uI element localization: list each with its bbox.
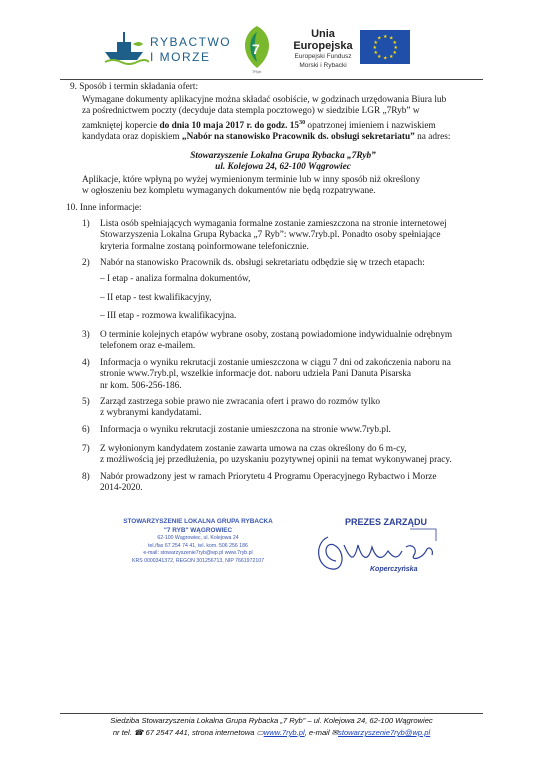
- item-3-line-1: O terminie kolejnych etapów wybrane osoby, zostaną powiadomione indywidualnie odrębnym: [100, 330, 453, 340]
- eu-fund-text: [283, 28, 363, 70]
- item-3-number: 3): [82, 330, 90, 340]
- footer-line-1: Siedziba Stowarzyszenia Lokalna Grupa Rybacka „7 Ryb” – ul. Kolejowa 24, 62-100 Wągrowiec: [110, 716, 433, 725]
- item-7-line-1: Z wyłonionym kandydatem zostanie zawarta umowa na czas określony do 6 m-cy,: [100, 444, 407, 454]
- organization-stamp: [103, 517, 293, 565]
- eu-flag-icon: [360, 30, 410, 64]
- item-5-line-1: Zarząd zastrzega sobie prawo nie zwracania ofert i prawo do rozmów tylko: [100, 397, 381, 407]
- item-6-number: 6): [82, 425, 90, 435]
- item-7-text: [100, 444, 484, 467]
- eu-fund-line2: Morski i Rybacki: [299, 62, 347, 69]
- item-3-text: [100, 330, 484, 353]
- item-2-text: Nabór na stanowisko Pracownik ds. obsługi sekretariatu odbędzie się w trzech etapach:: [100, 258, 425, 268]
- item-8-line-1: Nabór prowadzony jest w ramach Priorytetu 4 Programu Operacyjnego Rybactwo i Morze: [100, 472, 437, 482]
- svg-text:★: ★: [392, 40, 397, 46]
- footer-divider: [60, 713, 483, 714]
- svg-text:★: ★: [373, 40, 378, 46]
- item-1-line-3: kryteria formalne zostaną poinformowane telefonicznie.: [100, 241, 309, 252]
- s9-p2-line-2: w ogłoszeniu bez kompletu wymaganych dokumentów nie będą rozpatrywane.: [82, 186, 376, 197]
- section-10-heading: 10. Inne informacje:: [66, 203, 142, 213]
- logo-text-line2: I MORZE: [150, 50, 211, 64]
- svg-text:★: ★: [377, 54, 382, 60]
- lgr-leaf-icon: [236, 24, 278, 72]
- stamp-line-3: 62-100 Wągrowiec, ul. Kolejowa 24: [157, 535, 239, 541]
- eu-title: Unia Europejska: [293, 28, 353, 52]
- envelope-icon: ✉: [331, 728, 339, 737]
- logo-text-line1: RYBACTWO: [150, 35, 232, 49]
- item-4-line-3: nr kom. 506-256-186.: [100, 380, 182, 391]
- stamp-line-1: STOWARZYSZENIE LOKALNA GRUPA RYBACKA: [123, 518, 273, 525]
- monitor-icon: ▭: [256, 728, 264, 737]
- president-signature-stamp: [310, 515, 450, 581]
- footer-line-2: [60, 728, 483, 737]
- email-link[interactable]: stowarzyszenie7ryb@wp.pl: [338, 728, 431, 737]
- website-link[interactable]: www.7ryb.pl: [263, 728, 305, 737]
- item-6-text: Informacja o wyniku rekrutacji zostanie umieszczona na stronie www.7ryb.pl.: [100, 425, 391, 435]
- stamp-line-2: "7 RYB" WĄGROWIEC: [163, 527, 233, 534]
- footer-email-label: , e-mail: [304, 728, 332, 737]
- eu-fund-line1: Europejski Fundusz: [294, 53, 352, 60]
- svg-text:★: ★: [393, 45, 398, 51]
- item-4-line-1: Informacja o wyniku rekrutacji zostanie umieszczona w ciągu 7 dni od zakończenia naboru na: [100, 358, 451, 368]
- item-1-number: 1): [82, 219, 90, 229]
- s9-line-2: za pośrednictwem poczty (decyduje data stempla pocztowego) w siedzibie LGR „7Ryb” w: [82, 106, 420, 117]
- stage-2: – II etap - test kwalifikacyjny,: [100, 293, 212, 303]
- item-2-number: 2): [82, 258, 90, 268]
- svg-text:★: ★: [389, 54, 394, 60]
- svg-text:★: ★: [383, 55, 388, 62]
- address-block: [82, 151, 484, 174]
- item-8-number: 8): [82, 472, 90, 482]
- svg-text:★: ★: [377, 35, 382, 42]
- section-9-paragraph-2: [82, 175, 484, 198]
- item-4-text: [100, 358, 484, 392]
- item-4-number: 4): [82, 358, 90, 368]
- item-5-text: [100, 397, 484, 420]
- header-divider: [60, 79, 483, 80]
- item-5-line-2: z wybranymi kandydatami.: [100, 408, 202, 419]
- svg-text:★: ★: [373, 50, 378, 56]
- item-7-line-2: z możliwością jej przedłużenia, po uzyskaniu pozytywnej opinii na temat wykonywanej pracy.: [100, 455, 452, 466]
- item-5-number: 5): [82, 397, 90, 407]
- address-line-2: ul. Kolejowa 24, 62-100 Wągrowiec: [215, 162, 351, 173]
- svg-text:★: ★: [389, 35, 394, 42]
- section-9-paragraph-1: [82, 95, 484, 143]
- svg-text:★: ★: [372, 45, 377, 51]
- lgr-7ryb-logo: [236, 24, 278, 72]
- address-line-1: Stowarzyszenie Lokalna Grupa Rybacka „7Ryb”: [190, 151, 376, 161]
- item-1-line-1: Lista osób spełniających wymagania formalne zostanie zamieszczona na stronie internetowej: [100, 219, 447, 229]
- stage-3: – III etap - rozmowa kwalifikacyjna.: [100, 311, 237, 321]
- item-4-line-2: stronie www.7ryb.pl, wszelkie informacje dot. naboru udziela Pani Danuta Pisarska: [100, 369, 412, 380]
- stage-1: – I etap - analiza formalna dokumentów,: [100, 274, 251, 284]
- fishing-boat-icon: [103, 26, 149, 66]
- item-1-text: [100, 219, 484, 253]
- stamp-line-6: KRS 0000341372, REGON 301256713, NIP 7661972107: [132, 557, 264, 564]
- rybactwo-i-morze-logo: [103, 22, 233, 68]
- stamp-line-4: tel./fax 67 254 74 41, tel. kom. 506 256 186: [148, 542, 248, 549]
- item-7-number: 7): [82, 444, 90, 454]
- item-1-line-2: Stowarzyszenia Lokalna Grupa Rybacka „7 Ryb”: www.7ryb.pl. Ponadto osoby spełniające: [100, 230, 441, 241]
- item-8-text: [100, 472, 484, 495]
- svg-text:7: 7: [252, 41, 260, 57]
- prezes-title: PREZES ZARZĄDU: [345, 517, 428, 527]
- s9-line-4: kandydata oraz dopiskiem „Nabór na stanowisko Pracownik ds. obsługi sekretariatu” na adres:: [82, 131, 451, 142]
- footer-phone: nr tel. ☎ 67 2547 441, strona internetowa: [112, 728, 257, 737]
- svg-text:★: ★: [392, 50, 397, 56]
- small-logo-text: 7Ryb: [252, 69, 262, 74]
- s9-line-1: Wymagane dokumenty aplikacyjne można składać osobiście, w godzinach urzędowania Biura lub: [82, 95, 447, 105]
- item-3-line-2: telefonem oraz e-mailem.: [100, 341, 196, 352]
- item-8-line-2: 2014-2020.: [100, 483, 143, 494]
- s9-line-3: zamkniętej kopercie do dnia 10 maja 2017 r. do godz. $15^{30}$ opatrzonej imieniem i nazwiskiem: [82, 119, 436, 131]
- stamp-line-5: e-mail: stowarzyszenie7ryb@wp.pl www.7ryb.pl: [143, 550, 253, 556]
- prezes-name: Koperczyńska: [370, 566, 418, 573]
- svg-text:★: ★: [383, 34, 388, 40]
- section-9-heading: 9. Sposób i termin składania ofert:: [70, 82, 199, 92]
- s9-p2-line-1: Aplikacje, które wpłyną po wyżej wymienionym terminie lub w inny sposób niż określony: [82, 175, 420, 185]
